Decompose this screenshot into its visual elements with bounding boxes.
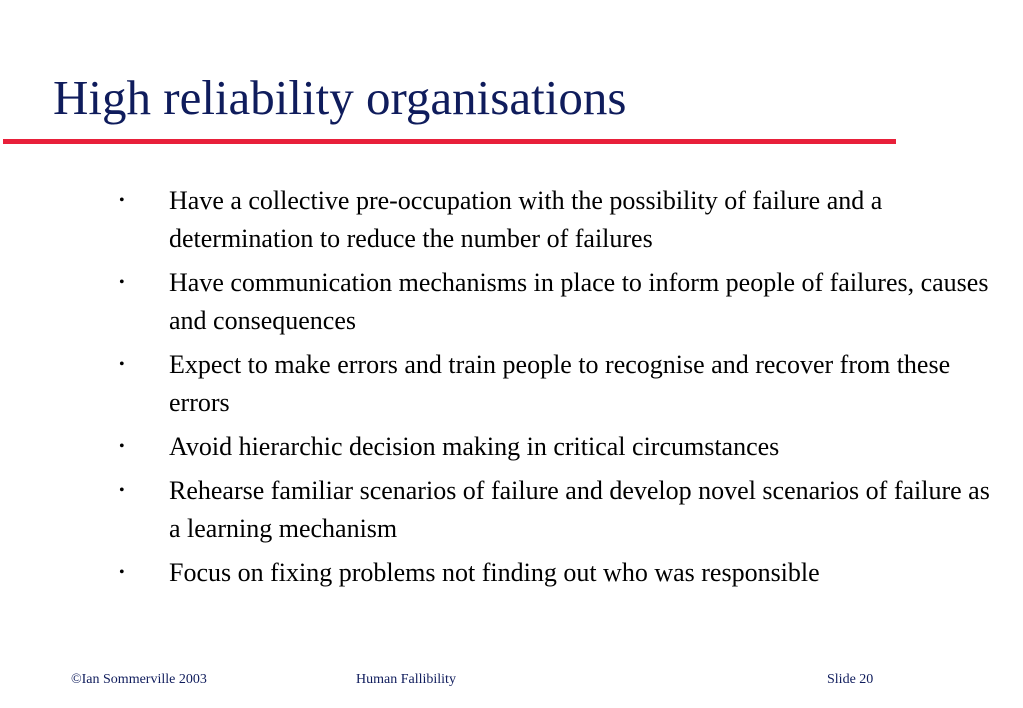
footer-topic: Human Fallibility (356, 672, 456, 687)
bullet-text: Have communication mechanisms in place to inform people of failures, causes and consequences (169, 268, 989, 335)
bullet-list (114, 182, 994, 598)
slide-title: High reliability organisations (53, 70, 627, 125)
bullet-text: Expect to make errors and train people to recognise and recover from these errors (169, 350, 951, 417)
bullet-text: Rehearse familiar scenarios of failure and develop novel scenarios of failure as a learning mechanism (169, 476, 990, 543)
footer-slide-number: Slide 20 (827, 672, 874, 687)
bullet-text: Focus on fixing problems not finding out who was responsible (169, 558, 820, 587)
bullet-text: Avoid hierarchic decision making in critical circumstances (169, 432, 780, 461)
footer-copyright: ©Ian Sommerville 2003 (71, 672, 207, 687)
bullet-item (114, 264, 994, 340)
bullet-marker-icon: • (119, 356, 125, 373)
bullet-item (114, 554, 994, 592)
bullet-text: Have a collective pre-occupation with the possibility of failure and a determination to reduce the number of failures (169, 186, 883, 253)
bullet-item (114, 346, 994, 422)
title-underline (3, 139, 896, 144)
bullet-marker-icon: • (119, 564, 125, 581)
bullet-marker-icon: • (119, 274, 125, 291)
bullet-marker-icon: • (119, 482, 125, 499)
bullet-item (114, 428, 994, 466)
bullet-marker-icon: • (119, 438, 125, 455)
bullet-item (114, 182, 994, 258)
bullet-marker-icon: • (119, 192, 125, 209)
bullet-item (114, 472, 994, 548)
